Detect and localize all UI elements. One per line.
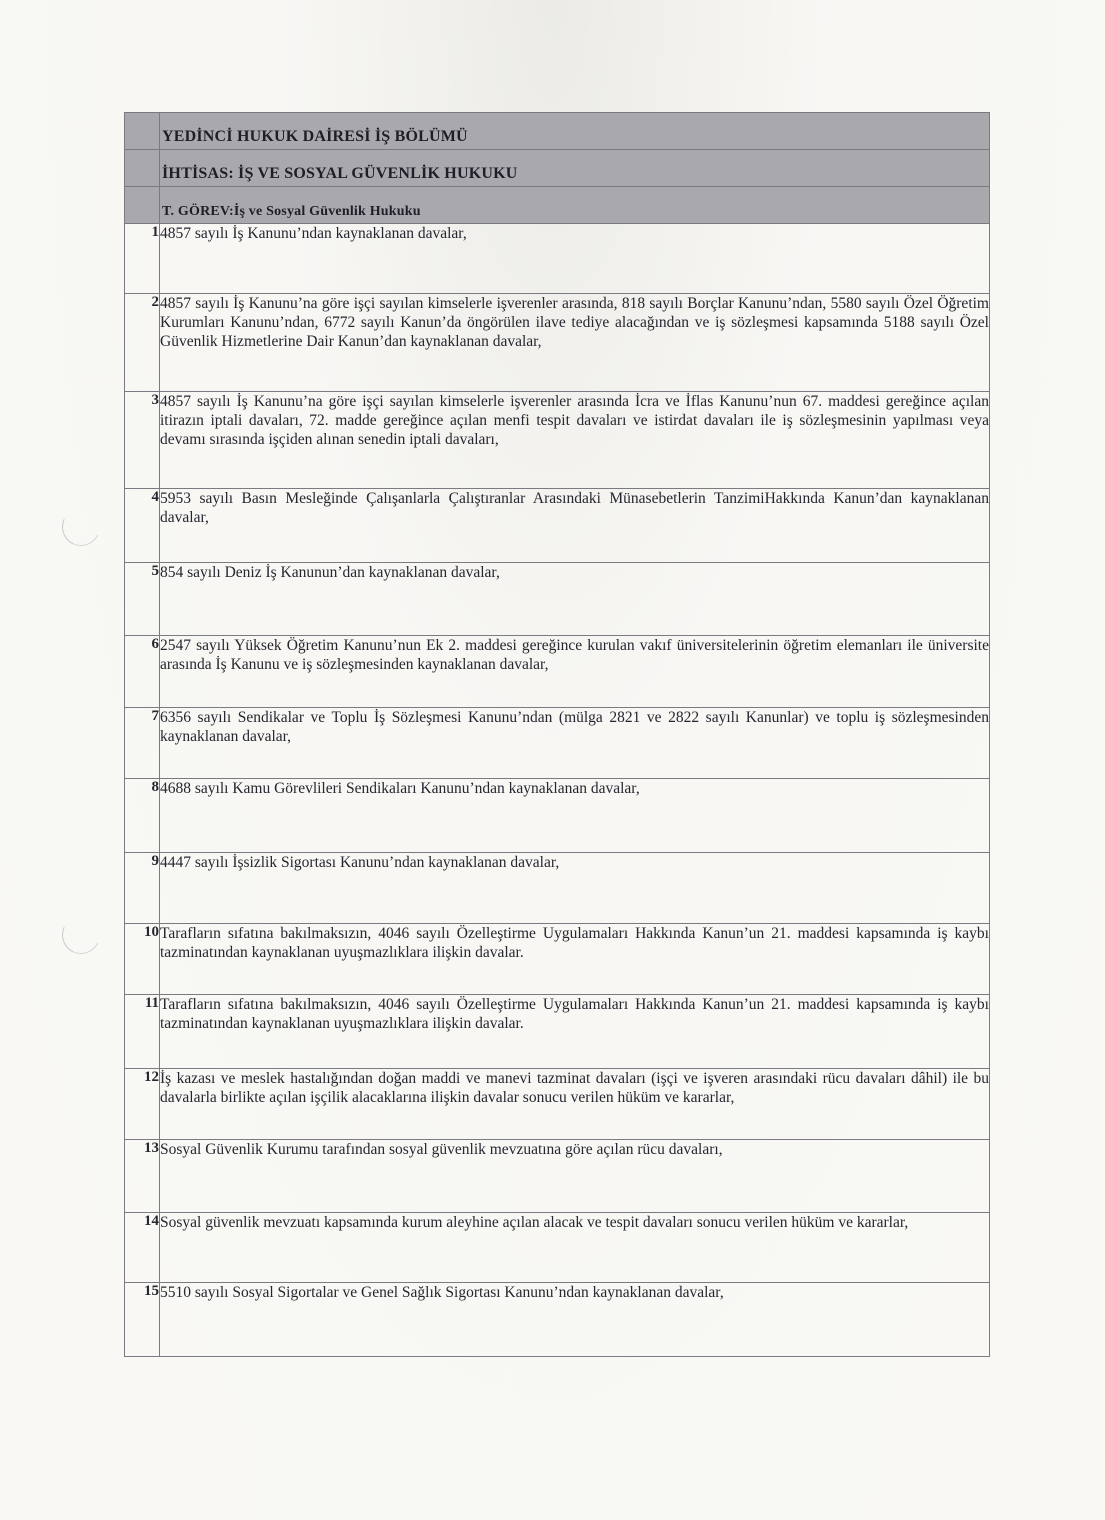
row-number: 10: [125, 924, 160, 995]
row-text: 2547 sayılı Yüksek Öğretim Kanunu’nun Ek 2. maddesi gereğince kurulan vakıf üniversitelerinin öğretim elemanları ile üniversite arasında İş Kanunu ve iş sözleşmesinden kaynaklanan davalar,: [160, 636, 990, 708]
header-row: [125, 187, 990, 224]
table-row: [125, 636, 990, 708]
row-number: 6: [125, 636, 160, 708]
table-row: [125, 995, 990, 1069]
chamber-title: YEDİNCİ HUKUK DAİRESİ İŞ BÖLÜMÜ: [160, 113, 990, 150]
table-row: [125, 1213, 990, 1283]
row-number: 14: [125, 1213, 160, 1283]
table-row: [125, 1140, 990, 1213]
row-number: 13: [125, 1140, 160, 1213]
table-row: [125, 224, 990, 294]
row-text: Tarafların sıfatına bakılmaksızın, 4046 sayılı Özelleştirme Uygulamaları Hakkında Kanun’un 21. maddesi kapsamında iş kaybı tazminatından kaynaklanan uyuşmazlıklara ilişkin davalar.: [160, 995, 990, 1069]
row-number: 4: [125, 489, 160, 563]
row-text: 5510 sayılı Sosyal Sigortalar ve Genel Sağlık Sigortası Kanunu’ndan kaynaklanan davalar,: [160, 1283, 990, 1357]
row-text: Sosyal Güvenlik Kurumu tarafından sosyal güvenlik mevzuatına göre açılan rücu davaları,: [160, 1140, 990, 1213]
row-text: 6356 sayılı Sendikalar ve Toplu İş Sözleşmesi Kanunu’ndan (mülga 2821 ve 2822 sayılı Kanunlar) ve toplu iş sözleşmesinden kaynaklanan davalar,: [160, 708, 990, 779]
row-number: 8: [125, 779, 160, 853]
row-number: 3: [125, 392, 160, 489]
table-row: [125, 924, 990, 995]
row-number: 5: [125, 563, 160, 636]
row-text: 5953 sayılı Basın Mesleğinde Çalışanlarla Çalıştıranlar Arasındaki Münasebetlerin TanzimiHakkında Kanun’dan kaynaklanan davalar,: [160, 489, 990, 563]
duty-title: T. GÖREV:İş ve Sosyal Güvenlik Hukuku: [160, 187, 990, 224]
table-row: [125, 1283, 990, 1357]
row-number: 7: [125, 708, 160, 779]
header-row: [125, 113, 990, 150]
table-row: [125, 779, 990, 853]
row-text: Sosyal güvenlik mevzuatı kapsamında kurum aleyhine açılan alacak ve tespit davaları sonucu verilen hüküm ve kararlar,: [160, 1213, 990, 1283]
table-row: [125, 1069, 990, 1140]
table-row: [125, 708, 990, 779]
row-number: 12: [125, 1069, 160, 1140]
row-text: 854 sayılı Deniz İş Kanunun’dan kaynaklanan davalar,: [160, 563, 990, 636]
row-number: 15: [125, 1283, 160, 1357]
table-row: [125, 294, 990, 392]
table-row: [125, 392, 990, 489]
header-row: [125, 150, 990, 187]
row-text: 4447 sayılı İşsizlik Sigortası Kanunu’ndan kaynaklanan davalar,: [160, 853, 990, 924]
row-text: 4857 sayılı İş Kanunu’na göre işçi sayılan kimselerle işverenler arasında İcra ve İflas Kanunu’nun 67. maddesi gereğince açılan itirazın iptali davaları, 72. madde gereğince açılan menfi tespit davaları ve istirdat davaları ile iş sözleşmesinin yapılması veya devamı sırasında işçiden alınan senedin iptali davaları,: [160, 392, 990, 489]
row-number: 2: [125, 294, 160, 392]
table-row: [125, 853, 990, 924]
row-number: 11: [125, 995, 160, 1069]
row-text: 4857 sayılı İş Kanunu’ndan kaynaklanan davalar,: [160, 224, 990, 294]
row-number: 9: [125, 853, 160, 924]
row-text: 4857 sayılı İş Kanunu’na göre işçi sayılan kimselerle işverenler arasında, 818 sayılı Borçlar Kanunu’ndan, 5580 sayılı Özel Öğretim Kurumları Kanunu’ndan, 6772 sayılı Kanun’da öngörülen ilave tediye alacağından ve iş sözleşmesi kapsamında 5188 sayılı Özel Güvenlik Hizmetlerine Dair Kanun’dan kaynaklanan davalar,: [160, 294, 990, 392]
table-row: [125, 563, 990, 636]
duty-table: [124, 112, 990, 1357]
row-text: Tarafların sıfatına bakılmaksızın, 4046 sayılı Özelleştirme Uygulamaları Hakkında Kanun’un 21. maddesi kapsamında iş kaybı tazminatından kaynaklanan uyuşmazlıklara ilişkin davalar.: [160, 924, 990, 995]
row-number: 1: [125, 224, 160, 294]
specialization-title: İHTİSAS: İŞ VE SOSYAL GÜVENLİK HUKUKU: [160, 150, 990, 187]
row-text: 4688 sayılı Kamu Görevlileri Sendikaları Kanunu’ndan kaynaklanan davalar,: [160, 779, 990, 853]
table-row: [125, 489, 990, 563]
punch-hole-mark: [57, 911, 106, 960]
punch-hole-mark: [57, 503, 106, 552]
row-text: İş kazası ve meslek hastalığından doğan maddi ve manevi tazminat davaları (işçi ve işveren arasındaki rücu davaları dâhil) ile bu davalarla birlikte açılan işçilik alacaklarına ilişkin davalar sonucu verilen hüküm ve kararlar,: [160, 1069, 990, 1140]
